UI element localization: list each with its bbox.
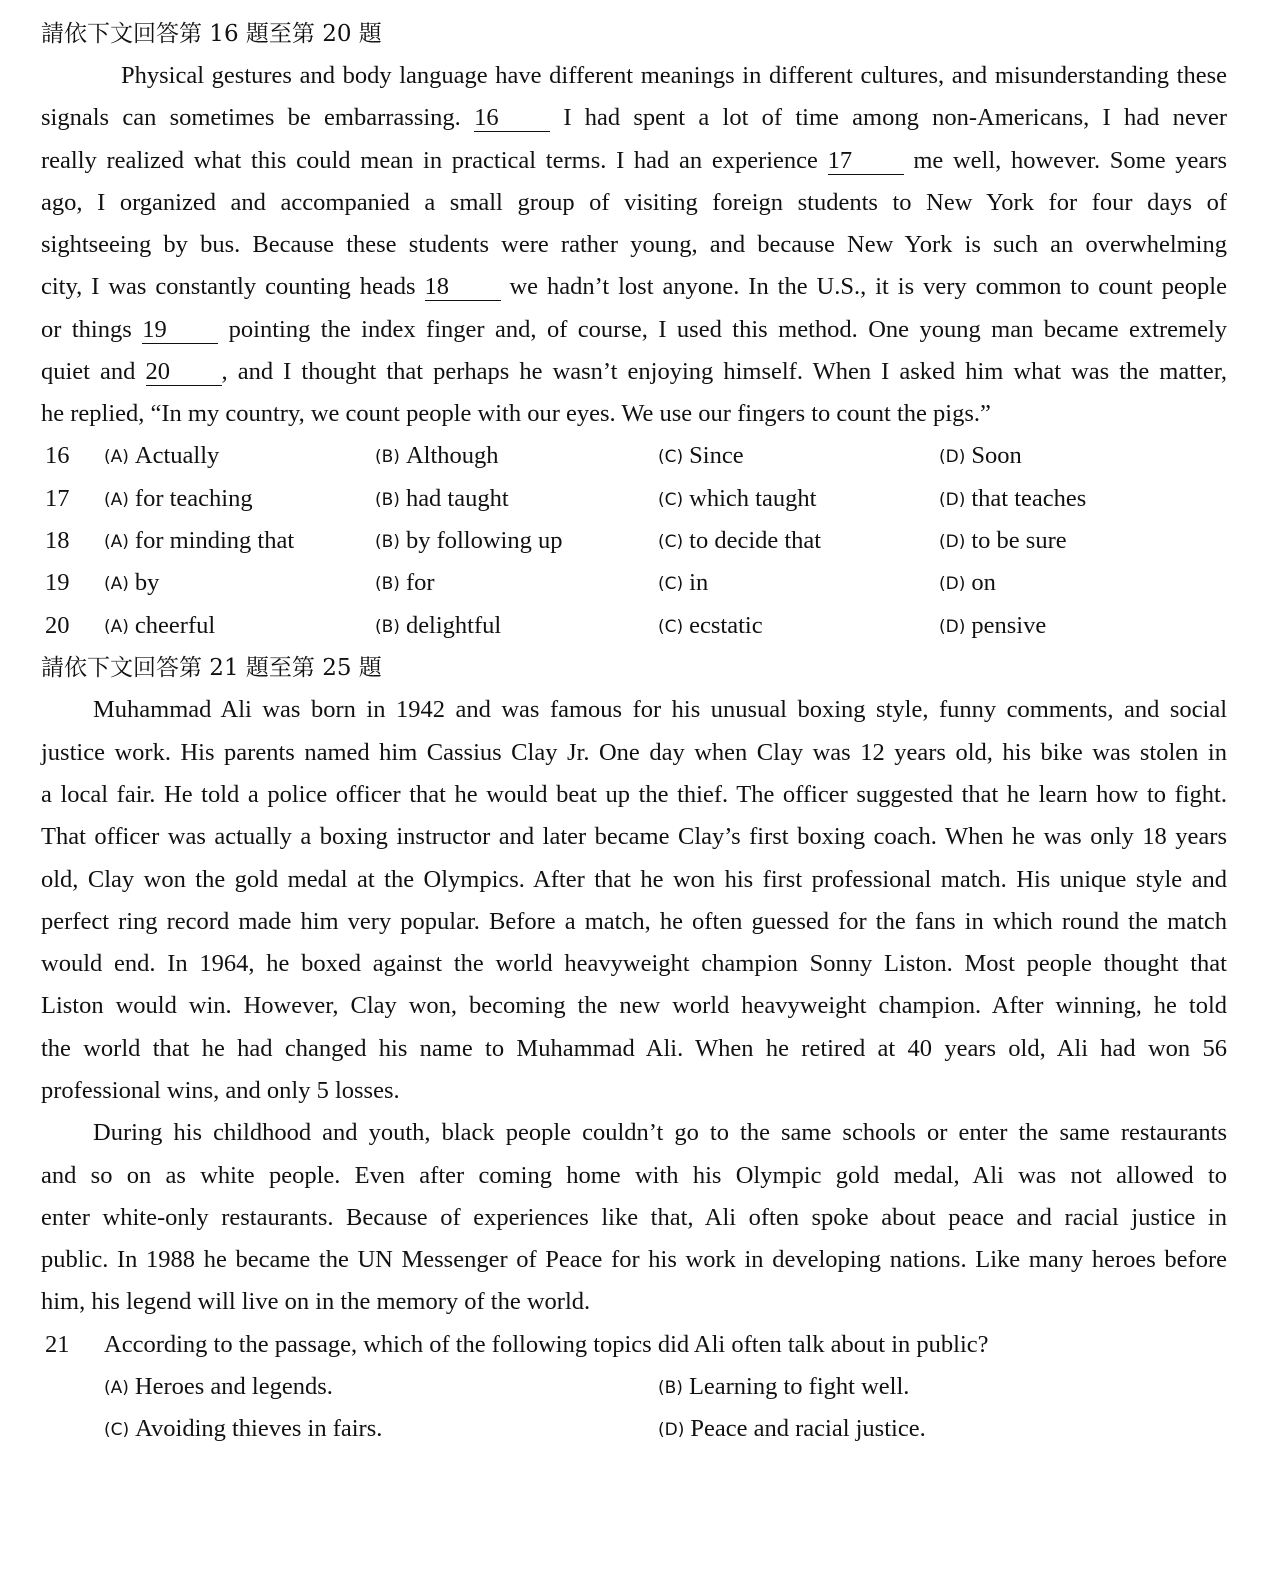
- option-letter: (B): [375, 617, 400, 637]
- option-text: Heroes and legends.: [134, 1373, 333, 1400]
- option-d[interactable]: [939, 562, 996, 605]
- passage-line: [121, 55, 1227, 97]
- passage-text: quiet and: [41, 358, 146, 385]
- option-letter: (C): [658, 490, 684, 510]
- option-text: which taught: [689, 485, 817, 512]
- passage-line: the world that he had changed his name to Muhammad Ali. When he retired at 40 years old, Ali had won 56: [41, 1035, 1227, 1062]
- option-letter: (B): [658, 1378, 683, 1398]
- blank-18: 18: [425, 274, 501, 301]
- passage-line: enter white-only restaurants. Because of experiences like that, Ali often spoke about peace and racial justice in: [41, 1204, 1227, 1231]
- option-text: to decide that: [689, 527, 822, 554]
- option-letter: (A): [104, 532, 129, 552]
- blank-16: 16: [474, 105, 550, 132]
- option-letter: (D): [939, 447, 966, 467]
- option-letter: (A): [104, 490, 129, 510]
- option-text: had taught: [405, 485, 509, 512]
- passage-text: or things: [41, 316, 143, 343]
- passage-line: [41, 351, 1227, 393]
- passage-line: [41, 140, 1227, 182]
- question-number: 21: [45, 1331, 70, 1358]
- option-letter: (D): [939, 574, 966, 594]
- passage-text: ago, I organized and accompanied a small group of visiting foreign students to New York for four days of: [41, 189, 1227, 216]
- option-d[interactable]: [658, 1408, 926, 1451]
- option-b[interactable]: [658, 1366, 909, 1409]
- blank-17: 17: [828, 148, 904, 175]
- option-text: to be sure: [971, 527, 1067, 554]
- passage-line: a local fair. He told a police officer that he would beat up the thief. The officer suggested that he learn how to fight.: [41, 781, 1227, 808]
- passage-line: That officer was actually a boxing instructor and later became Clay’s first boxing coach. When he was only 18 years: [41, 823, 1227, 850]
- passage-line: [41, 393, 1227, 435]
- option-letter: (B): [375, 447, 400, 467]
- passage-text: signals can sometimes be embarrassing.: [41, 104, 475, 131]
- passage-line: old, Clay won the gold medal at the Olympics. After that he won his first professional match. His unique style and: [41, 866, 1227, 893]
- option-text: ecstatic: [689, 612, 763, 639]
- question-number: 18: [45, 527, 70, 554]
- passage-line: During his childhood and youth, black people couldn’t go to the same schools or enter the same restaurants: [93, 1119, 1227, 1146]
- question-row: [0, 562, 1274, 604]
- option-letter: (B): [375, 574, 400, 594]
- option-a[interactable]: [104, 478, 253, 521]
- passage-line: [41, 182, 1227, 224]
- option-text: Peace and racial justice.: [690, 1415, 926, 1442]
- option-d[interactable]: [939, 478, 1086, 521]
- passage-line: [41, 266, 1227, 308]
- passage-line: [41, 224, 1227, 266]
- passage-line: and so on as white people. Even after coming home with his Olympic gold medal, Ali was not allowed to: [41, 1162, 1227, 1189]
- passage-text: , and I thought that perhaps he wasn’t enjoying himself. When I asked him what was the matter,: [221, 358, 1227, 385]
- option-text: for: [405, 569, 435, 596]
- question-number: 16: [45, 442, 70, 469]
- option-a[interactable]: [104, 605, 215, 648]
- option-c[interactable]: [658, 605, 763, 648]
- option-text: Although: [405, 442, 499, 469]
- option-letter: (C): [658, 532, 684, 552]
- option-a[interactable]: [104, 435, 219, 478]
- passage-line: [41, 97, 1227, 139]
- question-number: 20: [45, 612, 70, 639]
- passage-line: Liston would win. However, Clay won, becoming the new world heavyweight champion. After winning, he told: [41, 992, 1227, 1019]
- option-b[interactable]: [375, 520, 562, 563]
- option-letter: (C): [658, 617, 684, 637]
- passage-line: him, his legend will live on in the memory of the world.: [41, 1288, 591, 1315]
- blank-19: 19: [142, 317, 218, 344]
- option-a[interactable]: [104, 520, 294, 563]
- option-text: pensive: [971, 612, 1047, 639]
- question-number: 19: [45, 569, 70, 596]
- question-row: [0, 478, 1274, 520]
- option-letter: (C): [658, 447, 684, 467]
- passage-line: professional wins, and only 5 losses.: [41, 1077, 400, 1104]
- option-letter: (A): [104, 574, 129, 594]
- passage-text: we hadn’t lost anyone. In the U.S., it is very common to count people: [500, 273, 1227, 300]
- passage-line: Muhammad Ali was born in 1942 and was famous for his unusual boxing style, funny comments, and social: [93, 696, 1227, 723]
- option-text: delightful: [405, 612, 502, 639]
- passage-text: city, I was constantly counting heads: [41, 273, 425, 300]
- option-b[interactable]: [375, 478, 509, 521]
- option-letter: (D): [658, 1420, 685, 1440]
- option-c[interactable]: [658, 562, 708, 605]
- question-row: [0, 435, 1274, 477]
- option-c[interactable]: [658, 435, 744, 478]
- option-letter: (A): [104, 617, 129, 637]
- question-stem: According to the passage, which of the following topics did Ali often talk about in public?: [104, 1331, 989, 1358]
- option-text: Soon: [971, 442, 1022, 469]
- option-c[interactable]: [104, 1408, 382, 1451]
- question-21-options-row-1: [0, 1366, 1274, 1408]
- option-text: by following up: [405, 527, 563, 554]
- section-heading-21-25: 請依下文回答第 21 題至第 25 題: [41, 655, 382, 681]
- option-letter: (B): [375, 532, 400, 552]
- option-c[interactable]: [658, 520, 821, 563]
- passage-text: really realized what this could mean in practical terms. I had an experience: [41, 147, 828, 174]
- passage-line: [41, 309, 1227, 351]
- option-b[interactable]: [375, 435, 499, 478]
- blank-20: 20: [146, 359, 222, 386]
- option-letter: (B): [375, 490, 400, 510]
- option-letter: (A): [104, 1378, 129, 1398]
- passage-text: I had spent a lot of time among non-Americans, I had never: [550, 104, 1227, 131]
- option-letter: (C): [104, 1420, 130, 1440]
- option-text: Learning to fight well.: [688, 1373, 910, 1400]
- option-letter: (D): [939, 490, 966, 510]
- question-number: 17: [45, 485, 70, 512]
- passage-line: perfect ring record made him very popular. Before a match, he often guessed for the fans in which round the match: [41, 908, 1227, 935]
- passage-line: public. In 1988 he became the UN Messenger of Peace for his work in developing nations. Like many heroes before: [41, 1246, 1227, 1273]
- option-a[interactable]: [104, 1366, 333, 1409]
- passage-text: me well, however. Some years: [903, 147, 1227, 174]
- option-letter: (D): [939, 617, 966, 637]
- option-text: Since: [689, 442, 744, 469]
- option-letter: (D): [939, 532, 966, 552]
- option-d[interactable]: [939, 435, 1022, 478]
- option-text: for minding that: [134, 527, 295, 554]
- question-row: [0, 520, 1274, 562]
- question-21: [0, 1324, 1274, 1366]
- option-text: that teaches: [971, 485, 1087, 512]
- option-text: Avoiding thieves in fairs.: [135, 1415, 383, 1442]
- option-b[interactable]: [375, 605, 501, 648]
- question-21-options-row-2: [0, 1408, 1274, 1450]
- option-text: Actually: [134, 442, 220, 469]
- option-text: by: [134, 569, 160, 596]
- option-b[interactable]: [375, 562, 435, 605]
- option-text: in: [689, 569, 709, 596]
- question-row: [0, 605, 1274, 647]
- passage-line: justice work. His parents named him Cassius Clay Jr. One day when Clay was 12 years old, his bike was stolen in: [41, 739, 1227, 766]
- option-letter: (A): [104, 447, 129, 467]
- section-heading-16-20: 請依下文回答第 16 題至第 20 題: [41, 21, 382, 47]
- option-d[interactable]: [939, 605, 1046, 648]
- option-text: for teaching: [134, 485, 253, 512]
- passage-text: sightseeing by bus. Because these students were rather young, and because New York is such an overwhelming: [41, 231, 1227, 258]
- option-a[interactable]: [104, 562, 159, 605]
- passage-text: Physical gestures and body language have different meanings in different cultures, and misunderstanding these: [121, 62, 1227, 89]
- passage-text: he replied, “In my country, we count people with our eyes. We use our fingers to count the pigs.”: [41, 400, 991, 427]
- option-text: on: [971, 569, 996, 596]
- option-text: cheerful: [134, 612, 216, 639]
- option-c[interactable]: [658, 478, 816, 521]
- passage-line: would end. In 1964, he boxed against the world heavyweight champion Sonny Liston. Most people thought that: [41, 950, 1227, 977]
- option-d[interactable]: [939, 520, 1067, 563]
- option-letter: (C): [658, 574, 684, 594]
- passage-text: pointing the index finger and, of course, I used this method. One young man became extremely: [218, 316, 1228, 343]
